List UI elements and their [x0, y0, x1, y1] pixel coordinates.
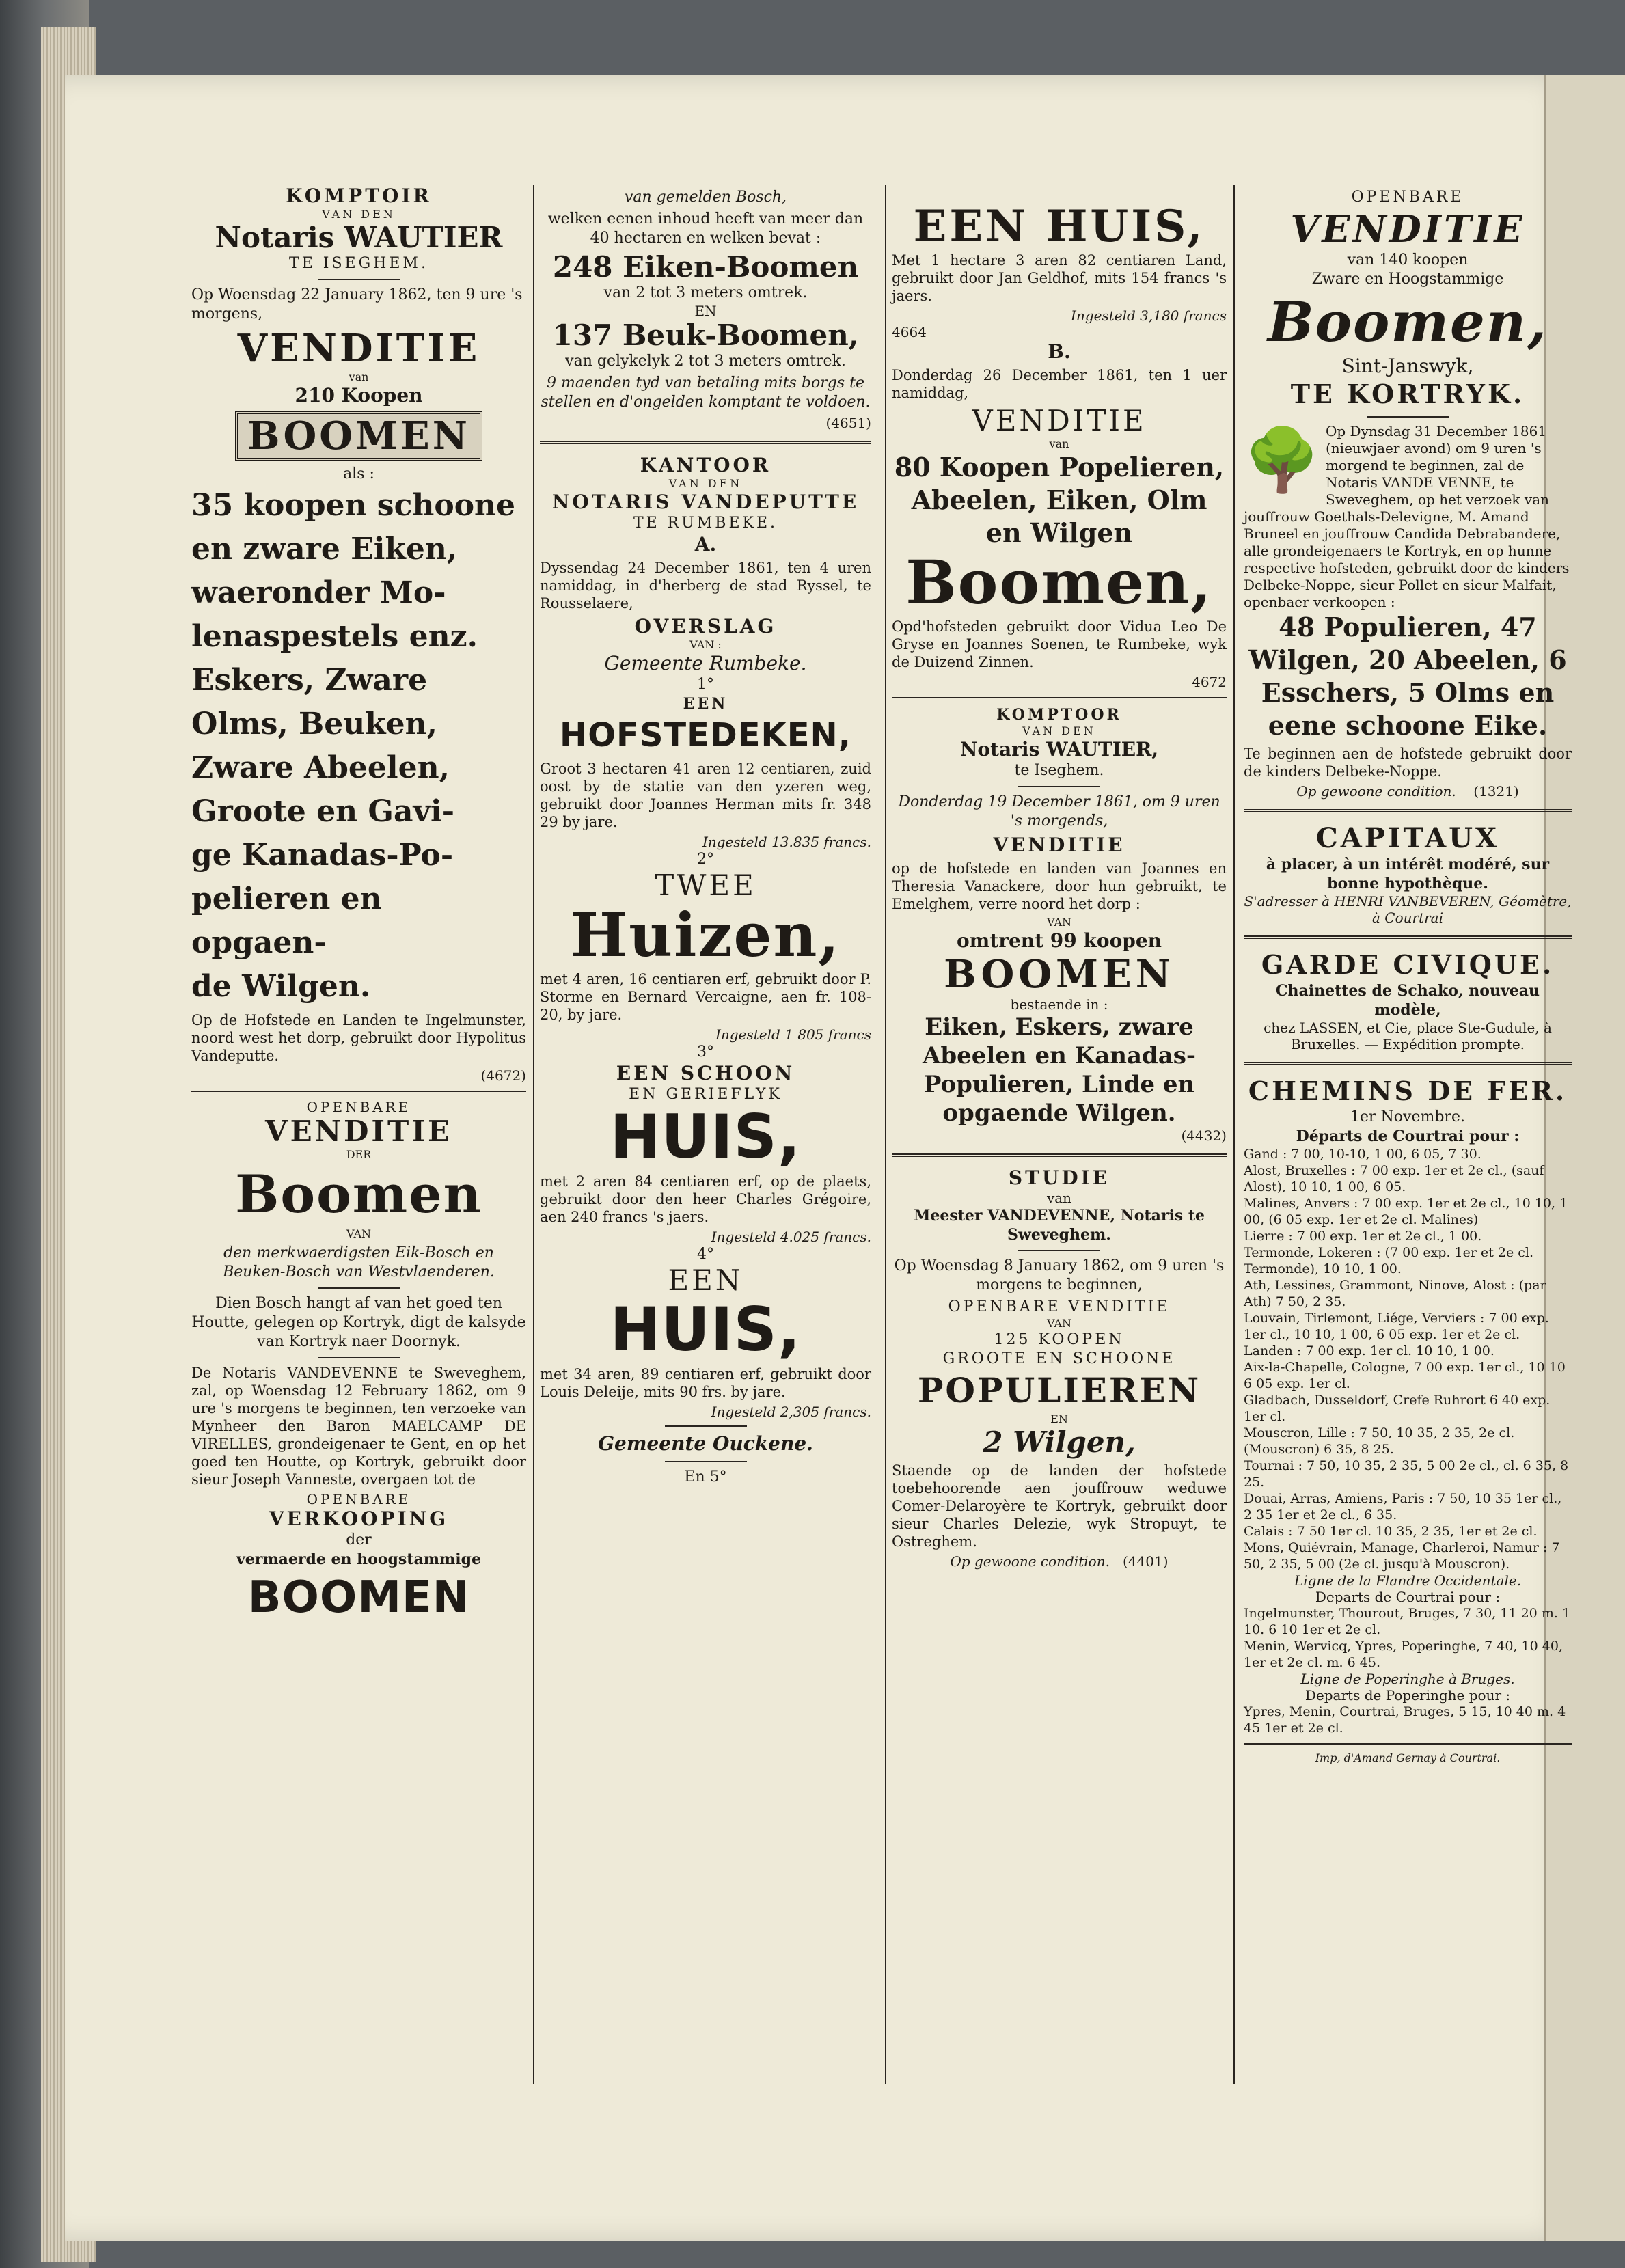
boomen-heading-2: BOOMEN [944, 952, 1175, 997]
tree-line: Olms, Beuken, [191, 707, 437, 741]
divider [665, 1425, 747, 1427]
capitaux-address: S'adresser à HENRI VANBEVEREN, Géomètre, à Courtrai [1244, 893, 1572, 926]
departs-label: Departs de Poperinghe pour : [1305, 1687, 1511, 1704]
train-row: Louvain, Tirlemont, Liége, Verviers : 7 00 exp. 1er cl., 10 10, 1 00, 6 05 exp. 1er et 2e cl. [1244, 1311, 1549, 1342]
kortryk-heading: TE KORTRYK. [1290, 379, 1525, 409]
hofstedeken-text: Groot 3 hectaren 41 aren 12 centiaren, zuid oost by de statie van den yzeren weg, gebruikt door Joannes Herman mits fr. 348 29 by jare. [540, 761, 871, 830]
tree-list [191, 484, 526, 1009]
van-den-label: VAN DEN [1022, 724, 1096, 737]
boomen-heading: Boomen, [905, 547, 1213, 618]
divider [318, 1357, 400, 1358]
footer-line [892, 1553, 1227, 1570]
sale-date: Donderdag 19 December 1861, om 9 uren 's morgends, [898, 793, 1220, 830]
overslag-heading: OVERSLAG [634, 615, 777, 638]
divider [1244, 1062, 1572, 1065]
openbare-label: OPENBARE [306, 1099, 411, 1115]
van-label: VAN : [689, 638, 722, 651]
divider [540, 441, 871, 444]
huis-heading: HUIS, [610, 1102, 802, 1172]
ad-ref: (4651) [825, 415, 871, 431]
een-label: EEN [668, 1263, 743, 1297]
hofstedeken-heading: HOFSTEDEKEN, [560, 716, 851, 754]
tree-line: waeronder Mo- [191, 575, 446, 610]
zware-label: Zware en Hoogstammige [1311, 271, 1504, 288]
huizen-heading: Huizen, [570, 899, 841, 970]
train-row: Ypres, Menin, Courtrai, Bruges, 5 15, 10 40 m. 4 45 1er et 2e cl. [1244, 1704, 1566, 1736]
place-label: TE ISEGHEM. [289, 255, 428, 272]
tree-line: 35 koopen schoone [191, 488, 516, 523]
train-list [1244, 1146, 1572, 1572]
section-a-text: Dyssendag 24 December 1861, ten 4 uren namiddag, in d'herberg de stad Ryssel, te Rousselaere, [540, 560, 871, 612]
divider [1244, 1743, 1572, 1745]
venditie-heading-2: VENDITIE [265, 1115, 452, 1148]
train-row: Alost, Bruxelles : 7 00 exp. 1er et 2e cl., (sauf Alost), 10 10, 1 00, 6 05. [1244, 1163, 1544, 1194]
capitaux-heading: CAPITAUX [1315, 822, 1500, 854]
divider [1244, 935, 1572, 939]
tree-line: en zware Eiken, [191, 532, 458, 566]
der-label: der [346, 1531, 372, 1548]
eiken-heading: 248 Eiken-Boomen [552, 250, 859, 284]
date-label: 1er Novembre. [1350, 1108, 1465, 1125]
van-den-label: VAN DEN [668, 477, 743, 490]
flandre-heading: Ligne de la Flandre Occidentale. [1294, 1572, 1522, 1589]
column-4 [1244, 109, 1572, 1765]
train-row: Gand : 7 00, 10-10, 1 00, 6 05, 7 30. [1244, 1147, 1481, 1162]
openbare-label: OPENBARE [1351, 189, 1464, 206]
populieren-heading: POPULIEREN [917, 1370, 1201, 1410]
notaris-heading: Notaris WAUTIER [215, 221, 503, 254]
koopen-count: 125 KOOPEN [994, 1331, 1125, 1348]
divider [892, 697, 1227, 698]
train-row: Termonde, Lokeren : (7 00 exp. 1er et 2e cl. Termonde), 10 10, 1 00. [1244, 1245, 1534, 1276]
huis-heading-2: HUIS, [610, 1294, 802, 1365]
boomen-heading: Boomen [235, 1164, 482, 1225]
poperinghe-heading: Ligne de Poperinghe à Bruges. [1300, 1671, 1515, 1687]
divider [665, 1461, 747, 1462]
garde-heading: GARDE CIVIQUE. [1261, 949, 1555, 980]
tree-line: ge Kanadas-Po- [191, 838, 454, 873]
train-row: Ath, Lessines, Grammont, Ninove, Alost : (par Ath) 7 50, 2 35. [1244, 1278, 1546, 1309]
location-text: Op de Hofstede en Landen te Ingelmunster, noord west het dorp, gebruikt door Hypolitus Vandeputte. [191, 1012, 526, 1064]
venditie-heading: VENDITIE [972, 404, 1147, 437]
venditie-heading: VENDITIE [237, 326, 480, 371]
train-row: Menin, Wervicq, Ypres, Poperinghe, 7 40, 10 40, 1er et 2e cl. m. 6 45. [1244, 1639, 1563, 1670]
ad-ref: (4432) [1181, 1128, 1227, 1144]
tree-line: Eskers, Zware [191, 663, 428, 698]
en-label: EN [1050, 1412, 1068, 1425]
notary-text: De Notaris VANDEVENNE te Sweveghem, zal, op Woensdag 12 February 1862, om 9 ure 's morgens te beginnen, ten verzoeke van Mynheer den Baron MAELCAMP DE VIRELLES, grondeigenaer te Gent, en op het goed ten Houtte, op Kortryk, gebruikt door sieur Joseph Vanneste, overgaen tot de [191, 1365, 526, 1488]
van-den-label: VAN DEN [322, 208, 396, 221]
tree-line: Groote en Gavi- [191, 794, 455, 829]
divider [1244, 809, 1572, 812]
beuk-heading: 137 Beuk-Boomen, [552, 318, 859, 352]
vermaerde-label: vermaerde en hoogstammige [236, 1550, 481, 1568]
van-label: van [1049, 437, 1069, 450]
van-label: VAN [346, 1227, 372, 1240]
column-2 [540, 109, 871, 1487]
van-label: van 140 koopen [1347, 251, 1469, 269]
sale-date: Op Woensdag 22 January 1862, ten 9 ure 's morgens, [191, 286, 523, 323]
van-label: VAN [1046, 1317, 1072, 1330]
groote-label: GROOTE EN SCHOONE [942, 1350, 1176, 1367]
ad-ref: (4401) [1123, 1553, 1169, 1570]
divider [318, 1287, 400, 1289]
venditie-heading: VENDITIE [1290, 207, 1525, 251]
boomen-banner: BOOMEN [235, 411, 482, 461]
een-label: EEN [683, 695, 728, 713]
komptoor-heading: KOMPTOOR [996, 706, 1122, 724]
train-row: Tournai : 7 50, 10 35, 2 35, 5 00 2e cl., cl. 6 35, 8 25. [1244, 1458, 1569, 1490]
huizen-text: met 4 aren, 16 centiaren erf, gebruikt door P. Storme en Bernard Vercaigne, aen fr. 108-20, by jare. [540, 971, 871, 1023]
bosch-location: Dien Bosch hangt af van het goed ten Houtte, gelegen op Kortryk, digt de kalsyde van Kortryk naer Doornyk. [191, 1295, 526, 1350]
item-number: 1° [697, 676, 714, 693]
huis-text: met 2 aren 84 centiaren erf, op de plaets, gebruikt door den heer Charles Grégoire, aen 240 francs 's jaers. [540, 1173, 871, 1225]
payment-terms: 9 maenden tyd van betaling mits borgs te stellen en d'ongelden komptant te voldoen. [541, 374, 871, 411]
sale-date-2: Op Woensdag 8 January 1862, om 9 uren 's morgens te beginnen, [894, 1257, 1225, 1294]
een-schoon-label: EEN SCHOON [616, 1062, 795, 1084]
inhoud-text: welken eenen inhoud heeft van meer dan 40 hectaren en welken bevat : [547, 210, 864, 247]
bosch-desc: den merkwaerdigsten Eik-Bosch en Beuken-Bosch van Westvlaenderen. [223, 1244, 495, 1281]
train-list-2 [1244, 1605, 1572, 1671]
price: Ingesteld 13.835 francs. [702, 834, 871, 850]
popelieren-heading: 80 Koopen Popelieren, Abeelen, Eiken, Olm en Wilgen [894, 452, 1225, 548]
item-number: 4° [697, 1246, 714, 1263]
column-rule-1 [533, 185, 534, 2084]
departs-label: Departs de Courtrai pour : [1315, 1589, 1501, 1605]
eiken-size: van 2 tot 3 meters omtrek. [603, 284, 808, 301]
en-label: EN [694, 303, 717, 319]
ad-ref: (4672) [480, 1067, 526, 1084]
garde-address: chez LASSEN, et Cie, place Ste-Gudule, à Bruxelles. — Expédition prompte. [1264, 1020, 1552, 1052]
van-label: VAN [1046, 916, 1072, 929]
van-label: van [1046, 1190, 1072, 1206]
price: Ingesteld 1 805 francs [715, 1026, 871, 1043]
place-label: te Iseghem. [1014, 762, 1104, 779]
een-huis-text: Met 1 hectare 3 aren 82 centiaren Land, gebruikt door Jan Geldhof, mits 154 francs 's jaers. [892, 252, 1227, 304]
tree-line: pelieren en opgaen- [191, 882, 382, 960]
gemeente-ouckene: Gemeente Ouckene. [598, 1432, 813, 1455]
chemins-heading: CHEMINS DE FER. [1248, 1076, 1568, 1106]
price: Ingesteld 3,180 francs [1071, 308, 1227, 324]
venditie-text: Op Dynsdag 31 December 1861 (nieuwjaer avond) om 9 uren 's morgend te beginnen, zal de Notaris VANDE VENNE, te Sweveghem, op het verzoek van jouffrouw Goethals-Delevigne, M. Amand Bruneel en jouffrouw Candida Debrabandere, alle grondeigenaers te Kortryk, en op hunne respective hofsteden, gebruikt door de kinders Delbeke-Noppe, sieur Pollet en sieur Malfait, openbaer verkoopen : [1244, 423, 1570, 610]
komptoir-heading: KOMPTOIR [286, 185, 432, 207]
column-1 [191, 109, 526, 1626]
condition-label: Op gewoone condition. [1296, 783, 1456, 800]
wilgen-text: Staende op de landen der hofstede toebehoorende aen jouffrouw weduwe Comer-Delaroyère te Kortryk, gebruikt door sieur Charles Delezie, wyk Stropuyt, te Ostreghem. [892, 1462, 1227, 1550]
capitaux-text: à placer, à un intérêt modéré, sur bonne hypothèque. [1266, 856, 1550, 892]
price: Ingesteld 4.025 francs. [711, 1229, 871, 1245]
boomen-heading: Boomen, [1268, 290, 1548, 354]
wilgen-heading: 2 Wilgen, [983, 1425, 1136, 1459]
train-row: Mouscron, Lille : 7 50, 10 35, 2 35, 2e cl. (Mouscron) 6 35, 8 25. [1244, 1425, 1515, 1457]
footer-line [1244, 783, 1572, 800]
verkooping-heading: VERKOOPING [269, 1507, 449, 1530]
place-label: Sint-Janswyk, [1341, 355, 1474, 377]
divider [318, 279, 400, 280]
koopen-count: 210 Koopen [295, 384, 423, 407]
als-label: als : [343, 465, 374, 482]
ad-ref: 4672 [1192, 674, 1227, 690]
boomen-heading-2: BOOMEN [247, 1572, 470, 1623]
column-3 [892, 109, 1227, 1570]
printer-imprint: Imp, d'Amand Gernay à Courtrai. [1315, 1751, 1501, 1764]
garde-text: Chainettes de Schako, nouveau modèle, [1276, 982, 1540, 1019]
soorten-list: Eiken, Eskers, zware Abeelen en Kanadas-Populieren, Linde en opgaende Wilgen. [922, 1013, 1197, 1127]
train-list-3 [1244, 1704, 1572, 1736]
omtrent-label: omtrent 99 koopen [956, 929, 1162, 952]
item-number: 2° [697, 851, 714, 868]
meester-label: Meester VANDEVENNE, Notaris te Sweveghem. [913, 1207, 1205, 1244]
boomen-text: Opd'hofsteden gebruikt door Vidua Leo De Gryse en Joannes Soenen, te Rumbeke, wyk de Duizend Zinnen. [892, 618, 1227, 670]
train-row: Ingelmunster, Thourout, Bruges, 7 30, 11 20 m. 1 10. 6 10 1er et 2e cl. [1244, 1606, 1570, 1637]
divider [191, 1091, 526, 1092]
en-5-label: En 5° [684, 1468, 727, 1486]
van-label: van [349, 370, 369, 383]
studie-heading: STUDIE [1008, 1166, 1110, 1189]
openbare-venditie: OPENBARE VENDITIE [948, 1298, 1171, 1315]
train-row: Lierre : 7 00 exp. 1er et 2e cl., 1 00. [1244, 1229, 1482, 1244]
departs-label: Départs de Courtrai pour : [1296, 1128, 1520, 1145]
train-row: Douai, Arras, Amiens, Paris : 7 50, 10 35 1er cl., 2 35 1er et 2e cl., 6 35. [1244, 1491, 1562, 1522]
kantoor-heading: KANTOOR [640, 454, 771, 476]
column-rule-2 [885, 185, 886, 2084]
huis2-text: met 34 aren, 89 centiaren erf, gebruikt door Louis Deleije, mits 90 frs. by jare. [540, 1366, 871, 1400]
ad-ref: (1321) [1473, 783, 1519, 800]
section-b: B. [1048, 340, 1071, 363]
divider [1018, 1250, 1100, 1251]
twee-heading: TWEE [655, 869, 756, 902]
train-row: Calais : 7 50 1er cl. 10 35, 2 35, 1er et 2e cl. [1244, 1524, 1538, 1539]
train-row: Gladbach, Dusseldorf, Crefe Ruhrort 6 40 exp. 1er cl. [1244, 1393, 1551, 1424]
tree-illustration-icon: 🌳 [1244, 424, 1321, 496]
intro-text: van gemelden Bosch, [624, 189, 787, 206]
tree-line: Zware Abeelen, [191, 750, 450, 785]
condition-label: Op gewoone condition. [950, 1553, 1110, 1570]
ad-ref: 4664 [892, 324, 927, 340]
section-b-text: Donderdag 26 December 1861, ten 1 uer namiddag, [892, 367, 1227, 401]
tree-line: de Wilgen. [191, 969, 371, 1004]
train-row: Landen : 7 00 exp. 1er cl. 10 10, 1 00. [1244, 1343, 1494, 1358]
een-huis-heading: EEN HUIS, [913, 201, 1205, 252]
notaris-heading: Notaris WAUTIER, [959, 738, 1159, 761]
train-row: Aix-la-Chapelle, Cologne, 7 00 exp. 1er cl., 10 10 6 05 exp. 1er cl. [1244, 1360, 1566, 1391]
divider [892, 1153, 1227, 1157]
train-row: Mons, Quiévrain, Manage, Charleroi, Namur : 7 50, 2 35, 5 00 (2e cl. jusqu'à Mouscron). [1244, 1540, 1560, 1572]
bestaende-label: bestaende in : [1010, 996, 1108, 1013]
train-row: Malines, Anvers : 7 00 exp. 1er et 2e cl., 10 10, 1 00, (6 05 exp. 1er et 2e cl. Malines) [1244, 1196, 1568, 1227]
gerieflyk-label: EN GERIEFLYK [629, 1086, 782, 1103]
divider [1367, 416, 1449, 418]
tree-line: lenaspestels enz. [191, 619, 478, 654]
column-rule-3 [1233, 185, 1235, 2084]
openbare-label: OPENBARE [306, 1491, 411, 1507]
item-number: 3° [697, 1043, 714, 1061]
price: Ingesteld 2,305 francs. [711, 1404, 871, 1420]
trees-list: 48 Populieren, 47 Wilgen, 20 Abeelen, 6 Esschers, 5 Olms en eene schoone Eike. [1248, 612, 1567, 741]
location-text: op de hofstede en landen van Joannes en Theresia Vanackere, door hun gebruikt, te Emelghem, verre noord het dorp : [892, 860, 1227, 912]
gemeente-heading: Gemeente Rumbeke. [604, 652, 807, 674]
notaris-heading: NOTARIS VANDEPUTTE [551, 491, 860, 513]
divider [1018, 786, 1100, 787]
beuk-size: van gelykelyk 2 tot 3 meters omtrek. [565, 353, 846, 370]
place-label: TE RUMBEKE. [633, 515, 778, 532]
venditie-heading-2: VENDITIE [993, 834, 1125, 856]
begin-text: Te beginnen aen de hofstede gebruikt door de kinders Delbeke-Noppe. [1244, 746, 1572, 780]
section-a: A. [694, 533, 717, 556]
der-label: DER [346, 1148, 372, 1161]
